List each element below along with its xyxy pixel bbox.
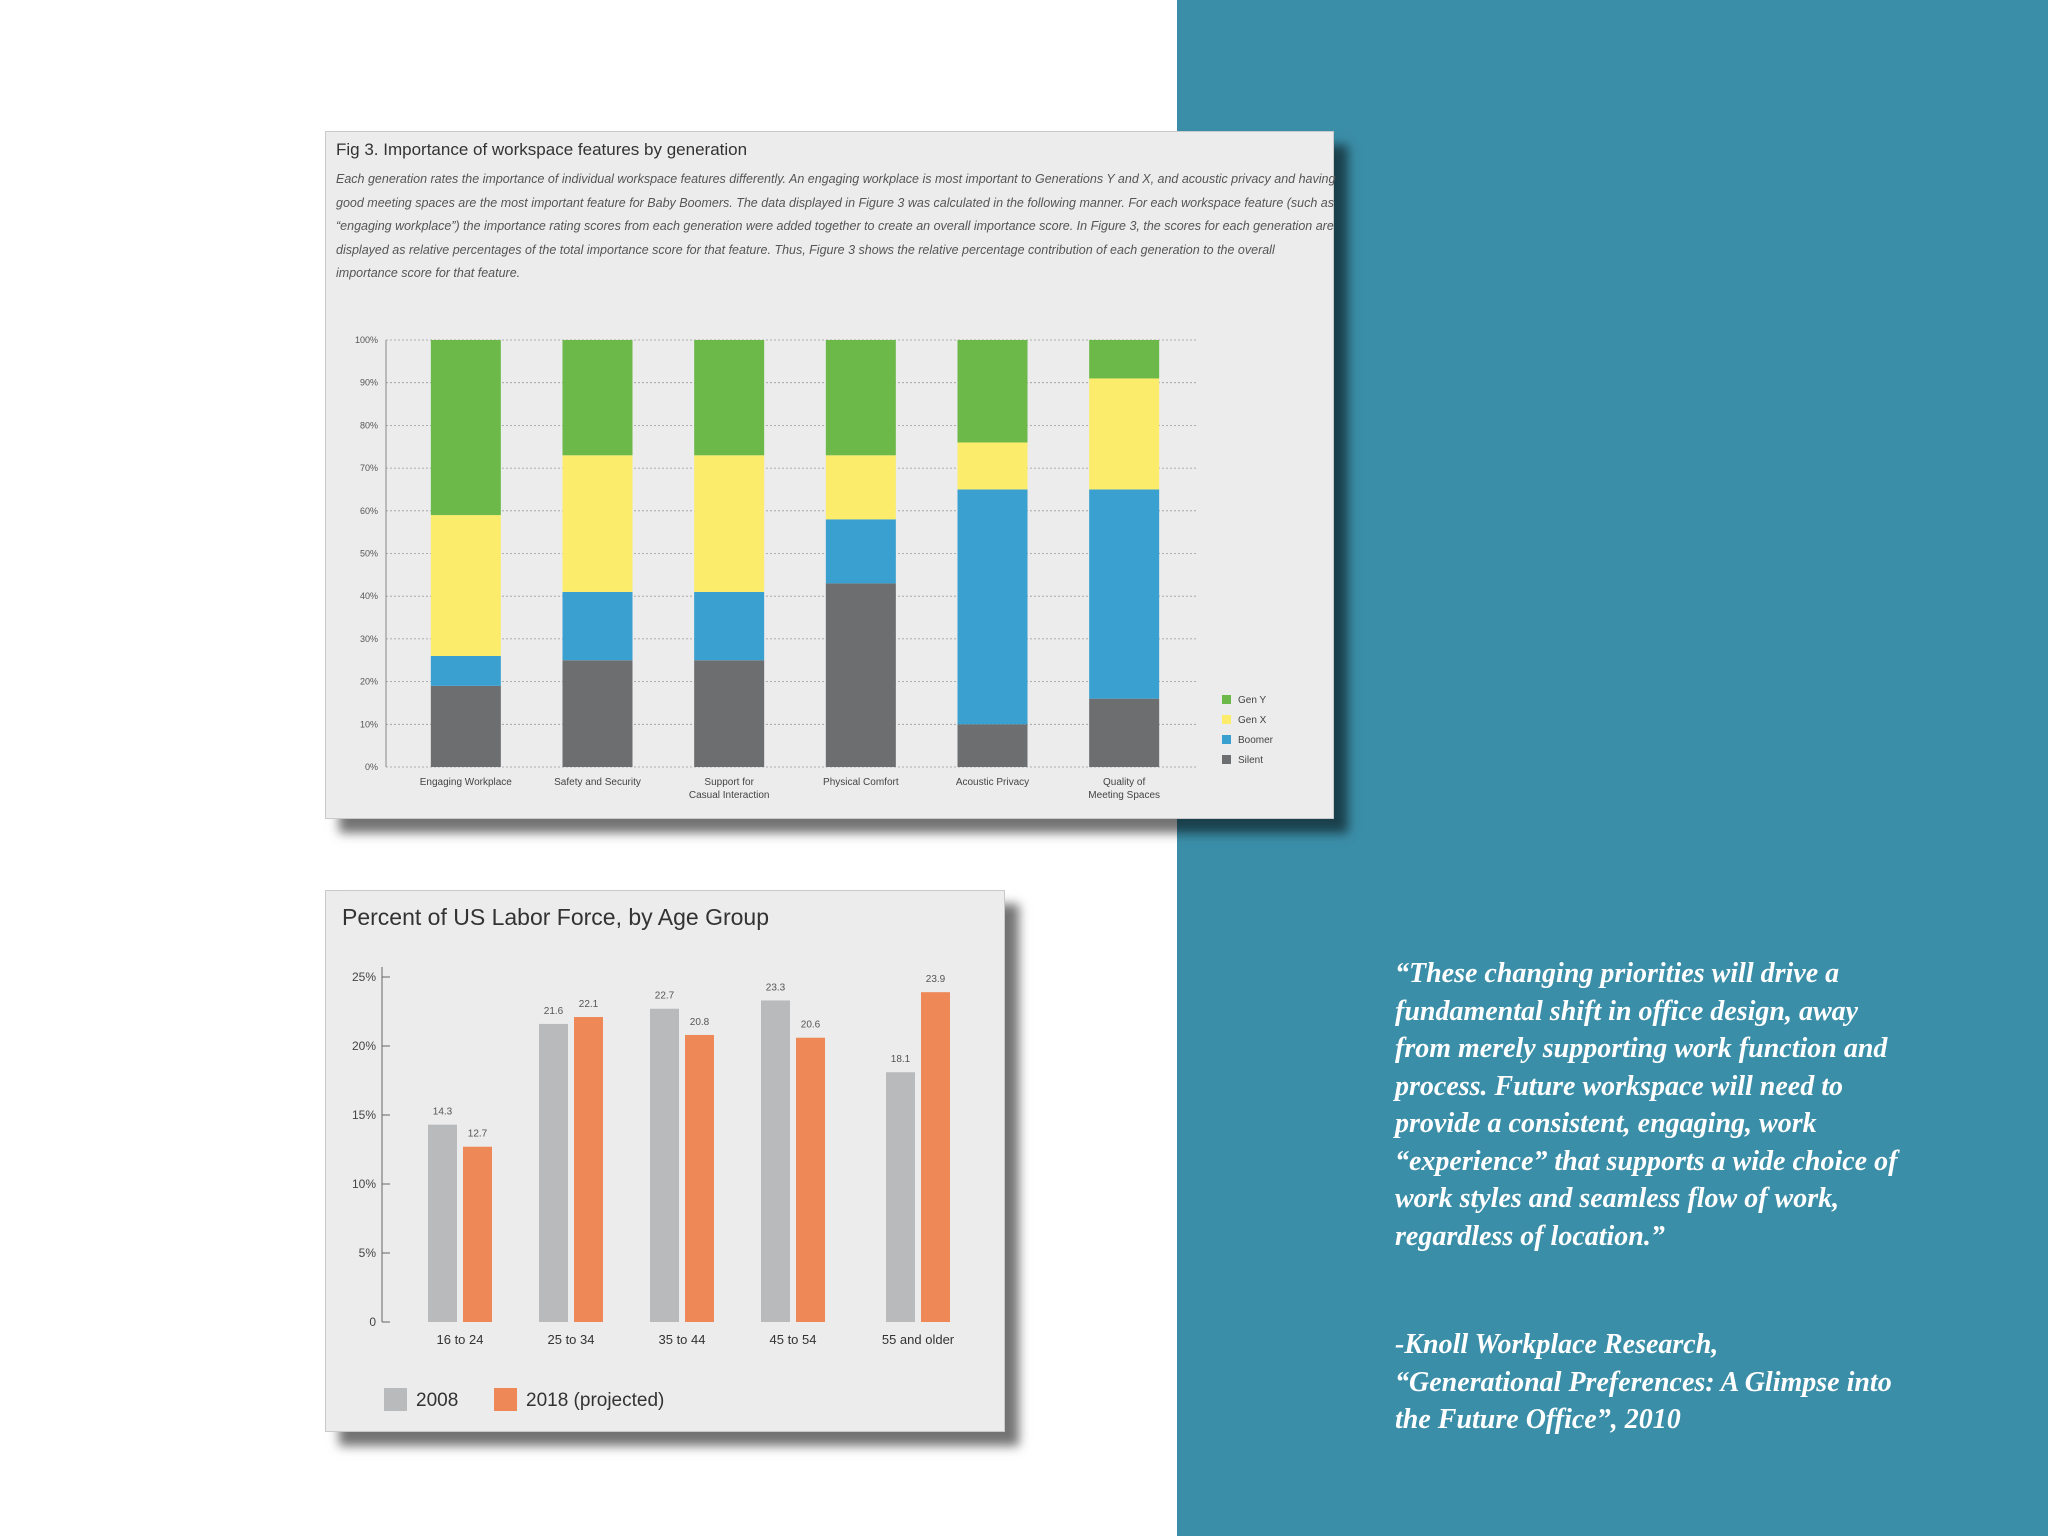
fig3-chart-card [325,131,1334,819]
data-label: 12.7 [467,1128,488,1140]
legend-label-silent: Silent [1238,755,1264,766]
bar-silent [826,583,896,767]
data-label: 22.1 [578,999,599,1011]
bar-silent [694,660,764,767]
fig3-title: Fig 3. Importance of workspace features by generation [336,140,748,159]
quote-attribution: -Knoll Workplace Research, “Generational Preferences: A Glimpse into the Future Office”, 2010 [1395,1329,1892,1435]
bar-gen-x [694,455,764,592]
data-label: 20.8 [689,1016,710,1028]
bar-boomer [431,656,501,686]
y-tick-label: 100% [354,335,378,345]
y-tick-label: 20% [359,676,378,687]
labor-force-chart-card [325,890,1005,1432]
bar-gen-y [1089,340,1159,378]
data-label: 14.3 [432,1106,453,1118]
bar-2018-projected [685,1035,714,1322]
bar-boomer [826,519,896,583]
y-tick-label: 40% [359,591,378,602]
legend-label-boomer: Boomer [1238,735,1274,746]
labor-force-bar-chart [326,891,1004,1431]
legend-swatch-boomer [1222,735,1231,744]
y-tick-label: 5% [358,1246,376,1260]
legend-swatch-gen-y [1222,695,1231,704]
y-tick-label: 90% [359,377,378,388]
legend-swatch-silent [1222,755,1231,764]
bar-2008 [761,1000,790,1322]
bar-boomer [563,592,633,660]
x-category-label: Support for [704,777,754,788]
y-tick-label: 80% [359,420,378,431]
bar-silent [958,724,1028,767]
x-category-label: Engaging Workplace [419,777,512,788]
bar-boomer [958,489,1028,724]
y-tick-label: 0 [369,1315,376,1329]
y-tick-label: 15% [351,1108,376,1122]
y-tick-label: 50% [359,548,378,559]
x-category-label: Safety and Security [554,777,641,788]
legend-swatch-2018-projected [494,1388,517,1411]
bar-gen-y [431,340,501,515]
legend-label-2018-projected: 2018 (projected) [526,1390,665,1411]
data-label: 18.1 [890,1054,911,1066]
y-tick-label: 60% [359,505,378,516]
x-category-label: 16 to 24 [436,1332,484,1347]
data-label: 23.3 [765,982,786,994]
bar-2018-projected [463,1147,492,1322]
bar-2018-projected [574,1017,603,1322]
data-label: 22.7 [654,990,675,1002]
y-tick-label: 10% [359,719,378,730]
legend-label-gen-x: Gen X [1238,715,1267,726]
bar-gen-y [826,340,896,455]
x-category-label: 35 to 44 [658,1332,706,1347]
bar-gen-y [694,340,764,455]
bar-boomer [1089,489,1159,698]
bar-gen-x [958,442,1028,489]
legend-swatch-gen-x [1222,715,1231,724]
bar-2018-projected [921,992,950,1322]
legend-label-2008: 2008 [416,1390,459,1411]
bar-2008 [886,1072,915,1322]
bar-gen-y [958,340,1028,442]
bar-gen-x [1089,378,1159,489]
x-category-label: Physical Comfort [823,777,899,788]
x-category-label: Quality of [1103,777,1146,788]
y-tick-label: 10% [351,1177,376,1191]
data-label: 21.6 [543,1005,564,1017]
bar-gen-x [826,455,896,519]
quote-text: “These changing priorities will drive a fundamental shift in office design, away from merely supporting work function and process. Future workspace will need to provide a consistent, engaging, work “experience” that supports a wide choice of work styles and seamless flow of work, regardless of location.” [1395,958,1898,1252]
labor-chart-title: Percent of US Labor Force, by Age Group [342,904,770,930]
bar-gen-x [431,515,501,656]
fig3-stacked-bar-chart [326,132,1333,818]
y-tick-label: 70% [359,463,378,474]
bar-boomer [694,592,764,660]
legend-label-gen-y: Gen Y [1238,695,1267,706]
bar-silent [1089,699,1159,767]
bar-gen-x [563,455,633,592]
x-category-label: 55 and older [881,1332,955,1347]
bar-gen-y [563,340,633,455]
bar-2008 [428,1125,457,1322]
x-category-label: Acoustic Privacy [955,777,1030,788]
y-tick-label: 0% [364,762,378,772]
x-category-label: 45 to 54 [769,1332,817,1347]
legend-swatch-2008 [384,1388,407,1411]
bar-2008 [539,1024,568,1322]
data-label: 23.9 [925,974,946,986]
y-tick-label: 20% [351,1039,376,1053]
x-category-label: Casual Interaction [688,790,770,801]
bar-silent [431,686,501,767]
fig3-caption: Each generation rates the importance of individual workspace features differently. An engaging workplace is most important to Generations Y and X, and acoustic privacy and having good meeting spaces are the most important feature for Baby Boomers. The data displayed in Figure 3 was calculated in the following manner. For each workspace feature (such as “engaging workplace”) the importance rating scores from each generation were added together to create an overall importance score. In Figure 3, the scores for each generation are displayed as relative percentages of the total importance score for that feature. Thus, Figure 3 shows the relative percentage contribution of each generation to the overall importance score for that feature. [336,172,1336,280]
y-tick-label: 25% [351,970,376,984]
x-category-label: Meeting Spaces [1088,790,1161,801]
bar-2008 [650,1009,679,1322]
bar-silent [563,660,633,767]
x-category-label: 25 to 34 [547,1332,595,1347]
data-label: 20.6 [800,1019,821,1031]
bar-2018-projected [796,1038,825,1322]
y-tick-label: 30% [359,633,378,644]
